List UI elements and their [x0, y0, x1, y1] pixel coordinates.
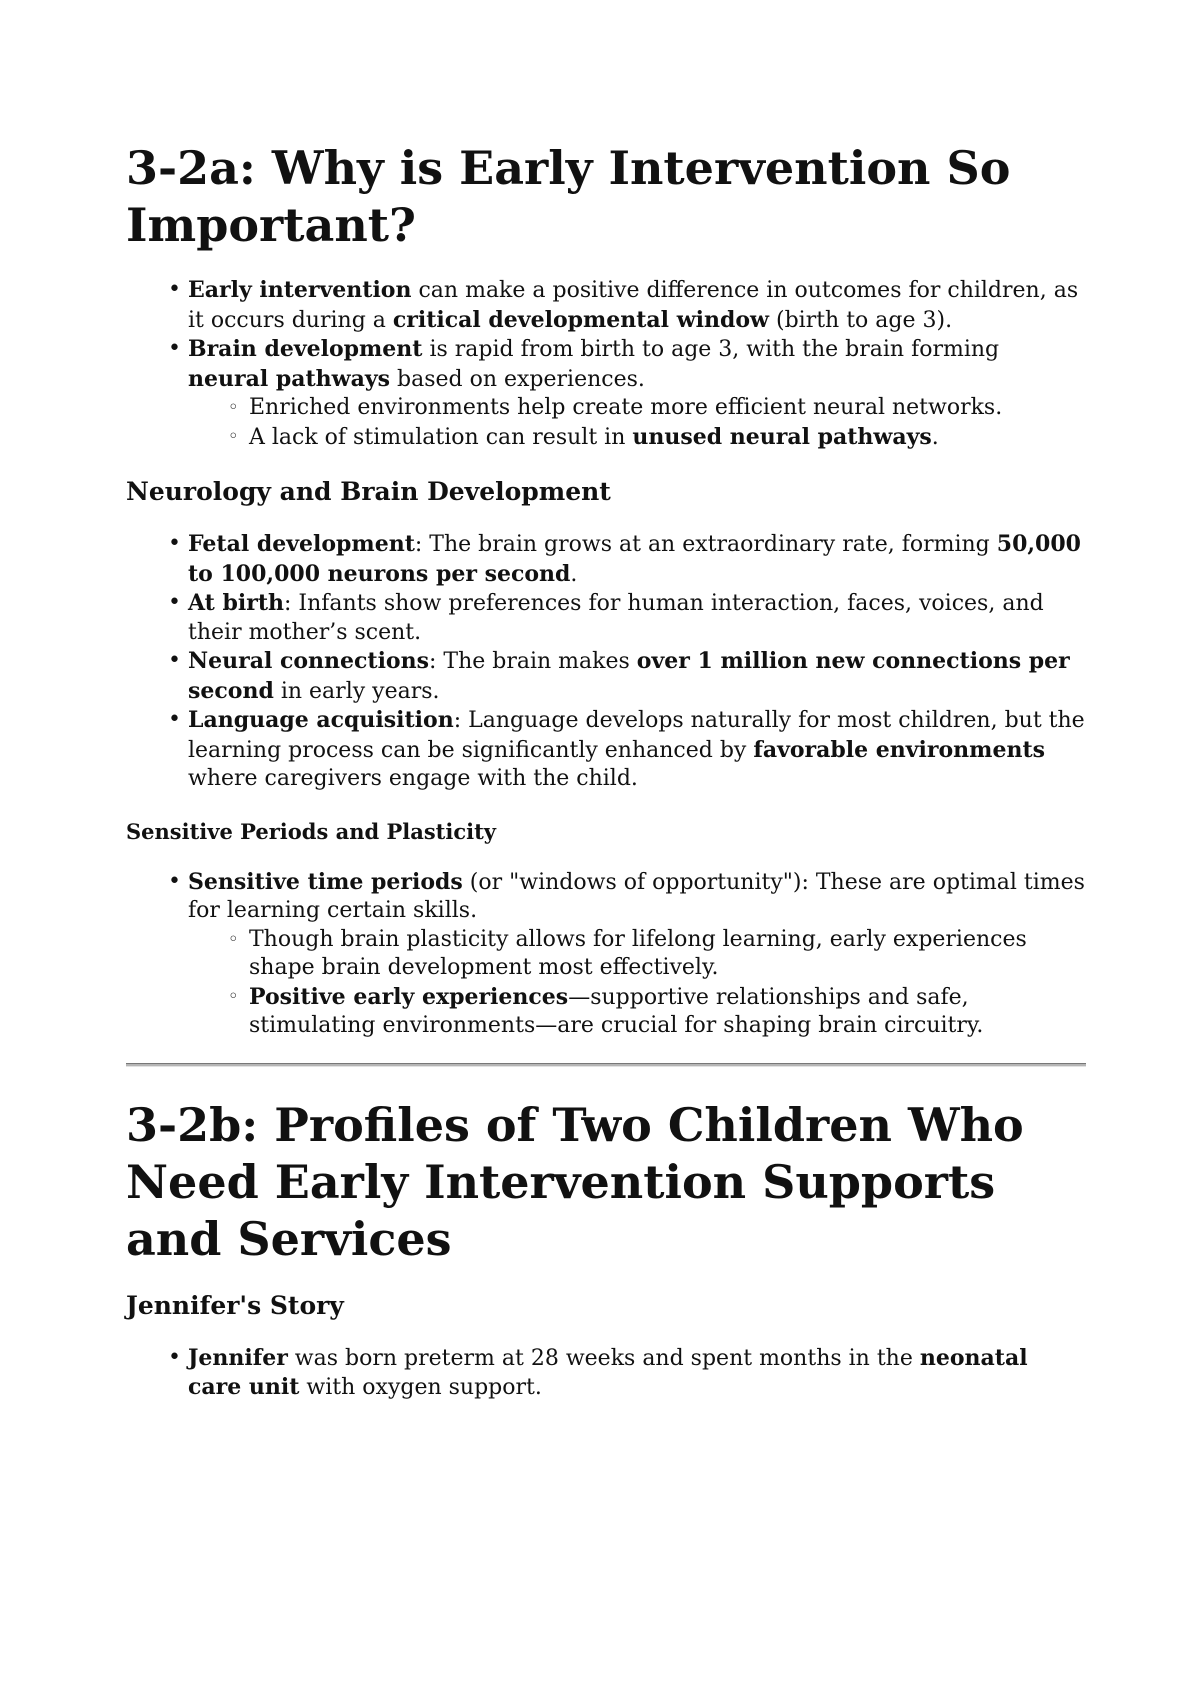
list-item: [126, 335, 1086, 452]
bold-text: critical developmental window: [392, 306, 769, 333]
body-text: A lack of stimulation can result in: [249, 424, 633, 450]
document-page: [126, 140, 1086, 1403]
body-text: was born preterm at 28 weeks and spent months in the: [287, 1345, 920, 1371]
list-item: [126, 868, 1086, 1041]
body-text: —supportive relationships and safe, stimulating environments—are crucial for shaping brain circuitry.: [249, 984, 984, 1038]
bold-text: Early intervention: [188, 277, 412, 303]
section-b-title: 3-2b: Profiles of Two Children Who Need Early Intervention Supports and Services: [126, 1097, 1024, 1266]
body-text: .: [931, 424, 939, 450]
bold-text: Positive early experiences: [249, 983, 569, 1010]
sub-list-item: [188, 926, 1086, 983]
bold-text: favorable environments: [753, 736, 1045, 763]
jennifer-heading: Jennifer's Story: [126, 1290, 344, 1320]
list-item: [126, 706, 1086, 794]
bold-text: Language acquisition: [188, 707, 454, 733]
bold-text: neural pathways: [188, 365, 391, 392]
list-item: [126, 589, 1086, 647]
body-text: Though brain plasticity allows for lifelong learning, early experiences shape brain development most effectively.: [249, 926, 1027, 980]
body-text: is rapid from birth to age 3, with the brain forming: [422, 337, 1000, 362]
bold-text: Neural connections: [188, 648, 429, 674]
bold-text: Fetal development: [188, 531, 415, 557]
list-item: [126, 647, 1086, 706]
bold-text: At birth: [188, 590, 284, 616]
body-text: : The brain makes: [429, 649, 637, 674]
bold-text: neonatal care unit: [188, 1344, 1028, 1400]
neurology-list: [126, 530, 1086, 794]
sub-list: [188, 926, 1086, 1041]
list-item: [126, 530, 1086, 589]
body-text: (birth to age 3).: [769, 307, 953, 333]
neurology-heading: Neurology and Brain Development: [126, 477, 611, 506]
body-text: can make a positive difference in outcomes for children, as it occurs during a: [188, 278, 1079, 333]
bold-text: Sensitive time periods: [188, 868, 463, 895]
sub-list-item: [188, 423, 1086, 453]
body-text: in early years.: [273, 678, 440, 704]
section-a-list: [126, 276, 1086, 452]
body-text: .: [570, 561, 578, 587]
body-text: with oxygen support.: [299, 1375, 542, 1400]
list-item: [126, 1344, 1086, 1403]
bold-text: Brain development: [188, 336, 423, 362]
sub-list-item: [188, 394, 1086, 423]
body-text: (or "windows of opportunity"): These are optimal times for learning certain skills.: [188, 869, 1085, 923]
jennifer-list: [126, 1344, 1086, 1403]
sensitive-list: [126, 868, 1086, 1041]
section-a-title: 3-2a: Why is Early Intervention So Important?: [126, 141, 1011, 252]
list-item: [126, 276, 1086, 335]
body-text: : Language develops naturally for most children, but the learning process can be significantly enhanced by: [188, 708, 1085, 763]
bold-text: Jennifer: [188, 1344, 288, 1371]
bold-text: 50,000 to 100,000 neurons per second: [188, 531, 1081, 587]
body-text: : The brain grows at an extraordinary rate, forming: [414, 532, 997, 557]
body-text: : Infants show preferences for human interaction, faces, voices, and their mother’s scent.: [188, 591, 1044, 645]
sensitive-heading: Sensitive Periods and Plasticity: [126, 818, 497, 844]
sub-list-item: [188, 983, 1086, 1041]
body-text: based on experiences.: [390, 366, 645, 392]
bold-text: unused neural pathways: [632, 423, 932, 450]
body-text: where caregivers engage with the child.: [188, 766, 638, 791]
bold-text: over 1 million new connections per second: [188, 648, 1070, 704]
body-text: Enriched environments help create more efficient neural networks.: [249, 395, 1003, 420]
sub-list: [188, 394, 1086, 452]
